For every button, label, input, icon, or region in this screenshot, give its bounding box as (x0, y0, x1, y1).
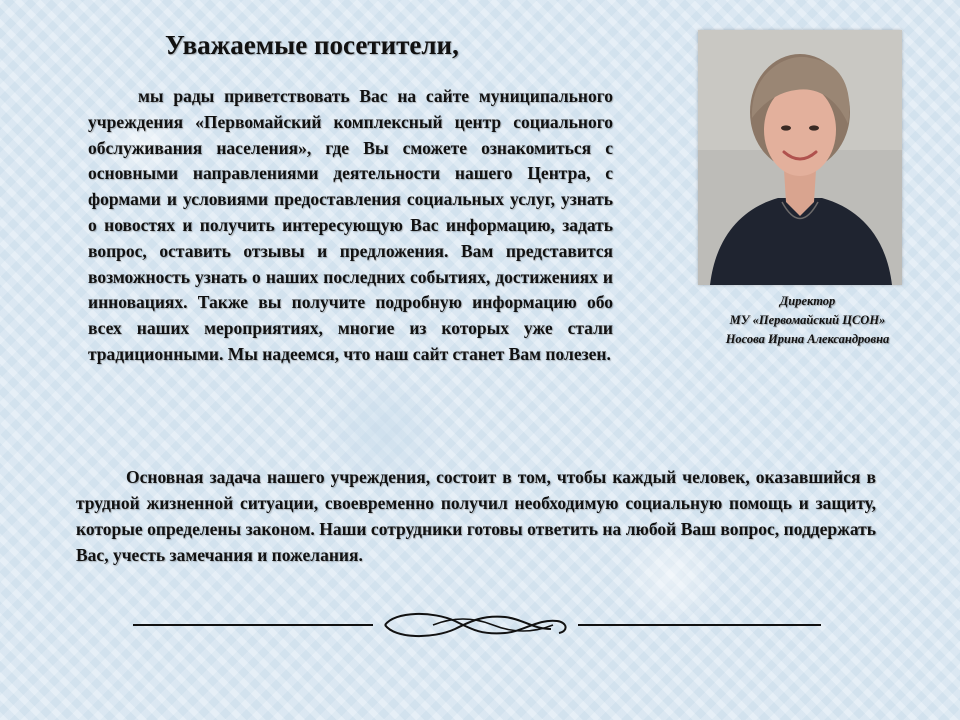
director-name: Носова Ирина Александровна (725, 332, 890, 346)
director-organization: МУ «Первомайский ЦСОН» (729, 313, 886, 327)
ornament-divider (133, 605, 823, 645)
welcome-paragraph: мы рады приветствовать Вас на сайте муниципального учреждения «Первомайский комплексный центр социального обслуживания населения», где Вы сможете ознакомиться с основными направлениями деятельности нашего Центра, с формами и условиями предоставления социальных услуг, узнать о новостях и получить интересующую Вас информацию, задать вопрос, оставить отзывы и предложения. Вам представится возможность узнать о наших последних событиях, достижениях и инновациях. Также вы получите подробную информацию обо всех наших мероприятиях, многие из которых уже стали традиционными. Мы надеемся, что наш сайт станет Вам полезен. (88, 86, 613, 364)
page-title: Уважаемые посетители, (165, 30, 459, 60)
ornament-divider-icon (133, 605, 823, 645)
director-position: Директор (779, 294, 836, 308)
director-portrait-icon (698, 30, 902, 285)
director-caption (695, 292, 920, 349)
director-photo (698, 30, 902, 285)
mission-paragraph: Основная задача нашего учреждения, состоит в том, чтобы каждый человек, оказавшийся в трудной жизненной ситуации, своевременно получил необходимую социальную помощь и защиту, которые определены законом. Наши сотрудники готовы ответить на любой Ваш вопрос, поддержать Вас, учесть замечания и пожелания. (76, 467, 876, 565)
